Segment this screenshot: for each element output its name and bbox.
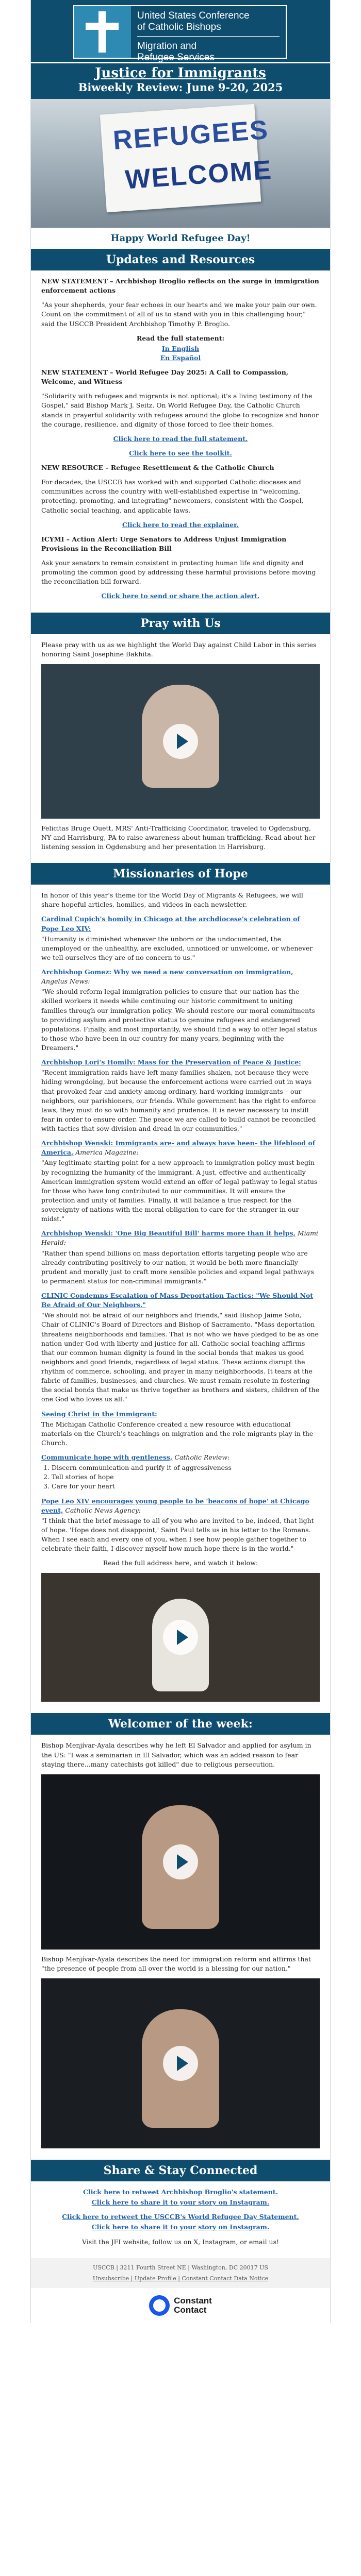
pope-video[interactable]	[41, 1573, 320, 1702]
newsletter-title[interactable]: Justice for Immigrants	[95, 65, 266, 81]
article-source: America Magazine:	[75, 1148, 139, 1157]
article-source: Catholic Review:	[174, 1453, 230, 1461]
logo-line: United States Conference	[137, 10, 250, 21]
article-quote: "Any legitimate starting point for a new approach to immigration policy must begin by recognizing the humanity of the immigrant. A just, effective and authentically American immigration system would extend an offer of legal pathway to legal status for those who have long contributed to our communities. It will ensure the protection and unity of families. Finally, it will balance a true respect for the sovereignty of nations with the moral obligation to care for the stranger in our midst."	[41, 1159, 318, 1223]
play-icon[interactable]	[163, 1620, 198, 1655]
footer	[31, 2258, 330, 2288]
hero-image	[31, 99, 330, 228]
update-quote: "Solidarity with refugees and migrants is not optional; it's a living testimony of the Gospel," said Bishop Mark J. Seitz. On World Refugee Day, the Catholic Church stands in prayerful solidarity with refugees around the globe to recognize and honor the courage, resilience, and dignity of those forced to flee their homes.	[41, 392, 319, 428]
read-label: Read the full statement:	[136, 334, 225, 342]
article-quote: "I think that the brief message to all of you who are invited to be, indeed, that light of hope. 'Hope does not disappoint,' Saint Paul tells us in his letter to the Romans. When I see each and every one of you, when I see how people gather together to celebrate their faith, I discover myself how much hope there is in the world."	[41, 1516, 314, 1553]
play-icon[interactable]	[163, 2046, 198, 2081]
article-link[interactable]: Cardinal Cupich's homily in Chicago at the archdiocese's celebration of Pope Leo XIV:	[41, 915, 300, 933]
cc-line: Constant	[174, 2295, 212, 2306]
read-address-text: Read the full address here, and watch it below:	[103, 1559, 258, 1567]
updates-section	[31, 270, 330, 613]
section-heading-share: Share & Stay Connected	[31, 2160, 330, 2181]
instagram-refugee-day-link[interactable]: Click here to share it to your story on Instagram.	[91, 2223, 270, 2231]
logo-line: of Catholic Bishops	[137, 21, 221, 32]
article-link[interactable]: Pope Leo XIV encourages young people to be 'beacons of hope' at Chicago event,	[41, 1497, 309, 1514]
article-link[interactable]: Archbishop Gomez: Why we need a new conversation on immigration,	[41, 968, 293, 976]
share-section	[31, 2181, 330, 2258]
welcomer-video-2[interactable]	[41, 1978, 320, 2148]
logo-bar	[31, 0, 330, 62]
sign-word: WELCOME	[124, 155, 273, 195]
footer-links[interactable]: Unsubscribe | Update Profile | Constant Contact Data Notice	[92, 2275, 269, 2282]
update-title: ICYMI – Action Alert: Urge Senators to Address Unjust Immigration Provisions in the Reconciliation Bill	[41, 535, 287, 552]
section-heading-pray: Pray with Us	[31, 613, 330, 634]
toolkit-link[interactable]: Click here to see the toolkit.	[129, 449, 232, 457]
pray-video[interactable]	[41, 664, 320, 819]
logo-line: Migration and	[137, 40, 197, 52]
section-heading-missionaries: Missionaries of Hope	[31, 863, 330, 885]
footer-address: USCCB | 3211 Fourth Street NE | Washington, DC 20017 US	[93, 2264, 268, 2271]
statement-link-spanish[interactable]: En Español	[160, 353, 201, 362]
retweet-refugee-day-link[interactable]: Click here to retweet the USCCB's World Refugee Day Statement.	[62, 2213, 299, 2221]
article-link[interactable]: CLINIC Condemns Escalation of Mass Deportation Tactics: "We Should Not Be Afraid of Our Neighbors."	[41, 1292, 314, 1309]
visit-text[interactable]: Visit the JFI website, follow us on X, Instagram, or email us!	[81, 2238, 280, 2246]
refugees-welcome-sign	[100, 104, 273, 212]
action-alert-link[interactable]: Click here to send or share the action alert.	[101, 592, 260, 600]
play-icon[interactable]	[163, 1844, 198, 1879]
article-quote: "We should reform legal immigration policies to ensure that our nation has the skilled workers it needs while continuing our historic commitment to uniting families through our immigration policy. We should restore our moral commitments to providing asylum and protective status to genuine refugees and endangered populations. Finally, and most importantly, we should find a way to offer legal status to those who have been in our country for many years, beginning with the Dreamers."	[41, 988, 317, 1052]
article-link[interactable]: Archbishop Wenski: 'One Big Beautiful Bill' harms more than it helps,	[41, 1229, 296, 1238]
article-source: Miami Herald:	[41, 1229, 318, 1247]
section-heading-updates: Updates and Resources	[31, 249, 330, 270]
list-item: 2. Tell stories of hope	[52, 1472, 320, 1482]
cc-line: Contact	[174, 2304, 207, 2315]
section-heading-welcomer: Welcomer of the week:	[31, 1713, 330, 1735]
update-title: NEW RESOURCE – Refugee Resettlement & the Catholic Church	[41, 464, 274, 471]
constant-contact-badge[interactable]	[31, 2288, 330, 2323]
pray-section	[31, 634, 330, 863]
welcomer-video-1[interactable]	[41, 1774, 320, 1950]
missionaries-intro: In honor of this year's theme for the World Day of Migrants & Refugees, we will share hopeful articles, homilies, and videos in each newsletter.	[41, 891, 303, 909]
update-body: For decades, the USCCB has worked with and supported Catholic dioceses and communities across the country with well-established expertise in "welcoming, protecting, promoting, and integrating" newcomers, consistent with the Gospel, Catholic social teaching, and applicable laws.	[41, 478, 304, 514]
welcomer-body: Bishop Menjívar-Ayala describes the need for immigration reform and affirms that "the presence of people from all over the world is a blessing for our nation."	[41, 1955, 311, 1972]
hope-list	[52, 1463, 320, 1491]
update-title: NEW STATEMENT – World Refugee Day 2025: A Call to Compassion, Welcome, and Witness	[41, 368, 289, 386]
list-item: 3. Care for your heart	[52, 1482, 320, 1491]
sign-word: REFUGEES	[112, 115, 270, 156]
full-statement-link[interactable]: Click here to read the full statement.	[113, 434, 248, 443]
article-quote: "Rather than spend billions on mass deportation efforts targeting people who are already contributing positively to our nation, it would be both more financially prudent and morally just to craft more sensible policies and expand legal pathways to permanent status for non-criminal immigrants."	[41, 1249, 314, 1285]
title-bar	[31, 62, 330, 99]
hero-caption: Happy World Refugee Day!	[110, 233, 251, 244]
newsletter-subtitle: Biweekly Review: June 9-20, 2025	[78, 81, 283, 94]
article-link[interactable]: Archbishop Wenski: Immigrants are- and always have been– the lifeblood of America,	[41, 1139, 316, 1157]
article-quote: "Humanity is diminished whenever the unborn or the undocumented, the unemployed or the unhealthy, are excluded, unnoticed or unwelcome, or whenever we tell ourselves they are of no concern to us."	[41, 935, 313, 961]
article-link[interactable]: Archbishop Lori's Homily: Mass for the Preservation of Peace & Justice:	[41, 1058, 301, 1066]
update-title: NEW STATEMENT – Archbishop Broglio reflects on the surge in immigration enforcement actions	[41, 277, 319, 295]
retweet-broglio-link[interactable]: Click here to retweet Archbishop Broglio's statement.	[83, 2188, 278, 2196]
explainer-link[interactable]: Click here to read the explainer.	[122, 520, 239, 529]
pray-caption: Felicitas Bruge Ouett, MRS' Anti-Trafficking Coordinator, traveled to Ogdensburg, NY and Harrisburg, PA to raise awareness about human trafficking. Read about her listening session in Ogdensburg and her presentation in Harrisburg.	[41, 824, 316, 851]
play-icon[interactable]	[163, 724, 198, 759]
article-quote: "We should not be afraid of our neighbors and friends," said Bishop Jaime Soto, Chair of CLINIC's Board of Directors and Bishop of Sacramento. "Mass deportation threatens neighborhoods and families. That is not who we have pledged to be as one nation under God with liberty and justice for all. Catholic social teaching affirms that our common human dignity is found in the social bonds that makes us good neighbors and good friends, regardless of legal status. These actions disrupt the rhythm of commerce, schooling, and prayer in many neighborhoods. It tears at the fabric of families, businesses, and churches. We must remain resolute in fostering the social bonds that make us thrive together as brothers and sisters, children of the one God who loves us all."	[41, 1311, 320, 1403]
missionaries-section	[31, 885, 330, 1713]
article-body: The Michigan Catholic Conference created a new resource with educational materials on the Church's teachings on migration and the role migrants play in the Church.	[41, 1420, 314, 1447]
list-item: 1. Discern communication and purify it of aggressiveness	[52, 1463, 320, 1472]
usccb-logo[interactable]	[73, 5, 287, 63]
article-source: Angelus News:	[41, 977, 90, 986]
constant-contact-icon	[149, 2295, 170, 2316]
pray-intro: Please pray with us as we highlight the World Day against Child Labor in this series honoring Saint Josephine Bakhita.	[41, 640, 317, 658]
article-source: Catholic News Agency:	[65, 1506, 141, 1514]
logo-line: Refugee Services	[137, 52, 215, 63]
article-quote: "Recent immigration raids have left many families shaken, not because they were hiding wrongdoing, but because the enforcement actions were carried out in ways that provoked fear and anxiety among ordinary, hard-working immigrants – our neighbors, our parishioners, our friends. While government has the right to enforce laws, they must do so with humanity and prudence. It is never necessary to instill fear in order to ensure order. The peace we are called to build cannot be reconciled with tactics that sow division and dread in our communities."	[41, 1069, 316, 1132]
statement-link-english[interactable]: In English	[161, 344, 200, 352]
update-quote: "As your shepherds, your fear echoes in our hearts and we make your pain our own. Count on the commitment of all of us to stand with you in this challenging hour," said the USCCB President Archbishop Timothy P. Broglio.	[41, 301, 317, 328]
cross-icon	[74, 6, 131, 58]
update-body: Ask your senators to remain consistent in protecting human life and dignity and promoting the common good by addressing these harmful provisions before moving the reconciliation bill forward.	[41, 559, 316, 586]
welcomer-section	[31, 1735, 330, 2160]
welcomer-body: Bishop Menjívar-Ayala describes why he left El Salvador and applied for asylum in the US: "I was a seminarian in El Salvador, which was an added reason to fear staying there...many catechists got killed" due to religious persecution.	[41, 1741, 311, 1768]
newsletter	[30, 0, 331, 2323]
article-link[interactable]: Seeing Christ in the Immigrant:	[41, 1410, 157, 1418]
article-link[interactable]: Communicate hope with gentleness,	[41, 1453, 173, 1461]
instagram-broglio-link[interactable]: Click here to share it to your story on Instagram.	[91, 2198, 270, 2207]
